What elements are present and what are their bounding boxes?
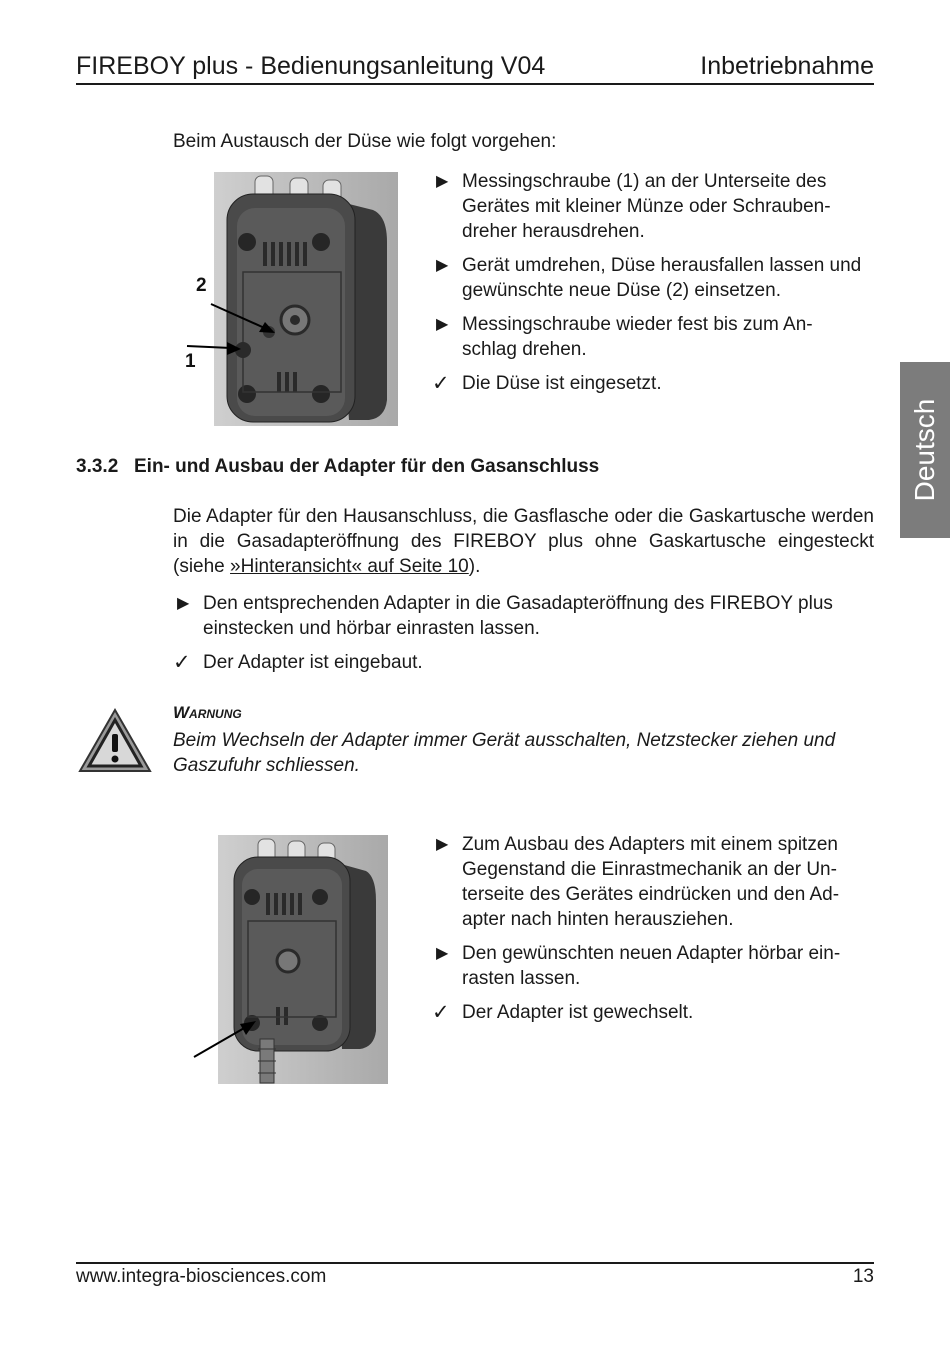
step-text: Zum Ausbau des Adapters mit einem spitzen Gegenstand die Einrastmechanik an der Un-terseite des Gerätes eindrücken und den Ad-apter nach hinten herausziehen. bbox=[462, 834, 840, 930]
step-text: Gerät umdrehen, Düse herausfallen lassen und gewünschte neue Düse (2) einsetzen. bbox=[462, 255, 862, 301]
install-steps-list bbox=[173, 591, 874, 684]
step-arrow-icon: ▶ bbox=[436, 945, 449, 962]
section-heading bbox=[76, 456, 599, 478]
step-arrow-icon: ▶ bbox=[436, 257, 449, 274]
header-section: Inbetriebnahme bbox=[700, 52, 874, 80]
list-item bbox=[432, 1000, 862, 1025]
step-arrow-icon: ▶ bbox=[436, 316, 449, 333]
footer-divider bbox=[76, 1262, 874, 1264]
paragraph-text: Die Adapter für den Hausanschluss, die Gasflasche oder die Gaskartusche werden in die Gasadapteröffnung des FIREBOY plus ohne Gaskartusche eingesteckt (siehe bbox=[173, 506, 874, 577]
language-tab bbox=[900, 362, 950, 538]
language-tab-label: Deutsch bbox=[909, 398, 940, 502]
header-divider bbox=[76, 83, 874, 85]
checkmark-icon: ✓ bbox=[432, 372, 450, 395]
footer-url[interactable]: www.integra-biosciences.com bbox=[76, 1266, 327, 1287]
cross-reference-link[interactable]: »Hinteransicht« auf Seite 10 bbox=[230, 556, 469, 577]
checkmark-icon: ✓ bbox=[173, 651, 191, 674]
step-arrow-icon: ▶ bbox=[436, 173, 449, 190]
warning-triangle-icon bbox=[78, 708, 152, 774]
warning-text: Beim Wechseln der Adapter immer Gerät ausschalten, Netzstecker ziehen und Gaszufuhr schliessen. bbox=[173, 730, 836, 776]
page-number: 13 bbox=[852, 1266, 874, 1287]
nozzle-steps-list bbox=[432, 169, 862, 405]
list-item bbox=[173, 591, 874, 641]
callout-2: 2 bbox=[196, 275, 207, 296]
warning-title: Warnung bbox=[173, 703, 242, 722]
checkmark-icon: ✓ bbox=[432, 1001, 450, 1024]
adapter-removal-figure bbox=[190, 835, 390, 1087]
section-title: Ein- und Ausbau der Adapter für den Gasanschluss bbox=[134, 456, 600, 477]
callout-1: 1 bbox=[185, 351, 196, 372]
list-item bbox=[432, 253, 862, 303]
list-item bbox=[432, 371, 862, 396]
step-text: Den entsprechenden Adapter in die Gasadapteröffnung des FIREBOY plus einstecken und hörbar einrasten lassen. bbox=[203, 593, 833, 639]
adapter-paragraph bbox=[173, 504, 874, 579]
header-title: FIREBOY plus - Bedienungsanleitung V04 bbox=[76, 52, 546, 80]
intro-text: Beim Austausch der Düse wie folgt vorgehen: bbox=[173, 131, 557, 152]
list-item bbox=[432, 832, 862, 932]
step-arrow-icon: ▶ bbox=[177, 595, 190, 612]
result-text: Der Adapter ist gewechselt. bbox=[462, 1002, 694, 1023]
paragraph-text-end: ). bbox=[468, 556, 481, 577]
section-number: 3.3.2 bbox=[76, 456, 119, 477]
step-text: Messingschraube (1) an der Unterseite des Gerätes mit kleiner Münze oder Schrauben-dreher herausdrehen. bbox=[462, 171, 831, 242]
list-item bbox=[432, 941, 862, 991]
device-underside-figure bbox=[183, 172, 401, 428]
list-item bbox=[173, 650, 874, 675]
step-text: Messingschraube wieder fest bis zum An-schlag drehen. bbox=[462, 314, 813, 360]
result-text: Die Düse ist eingesetzt. bbox=[462, 373, 662, 394]
list-item bbox=[432, 312, 862, 362]
result-text: Der Adapter ist eingebaut. bbox=[203, 652, 423, 673]
remove-steps-list bbox=[432, 832, 862, 1034]
step-text: Den gewünschten neuen Adapter hörbar ein-rasten lassen. bbox=[462, 943, 841, 989]
step-arrow-icon: ▶ bbox=[436, 836, 449, 853]
list-item bbox=[432, 169, 862, 244]
